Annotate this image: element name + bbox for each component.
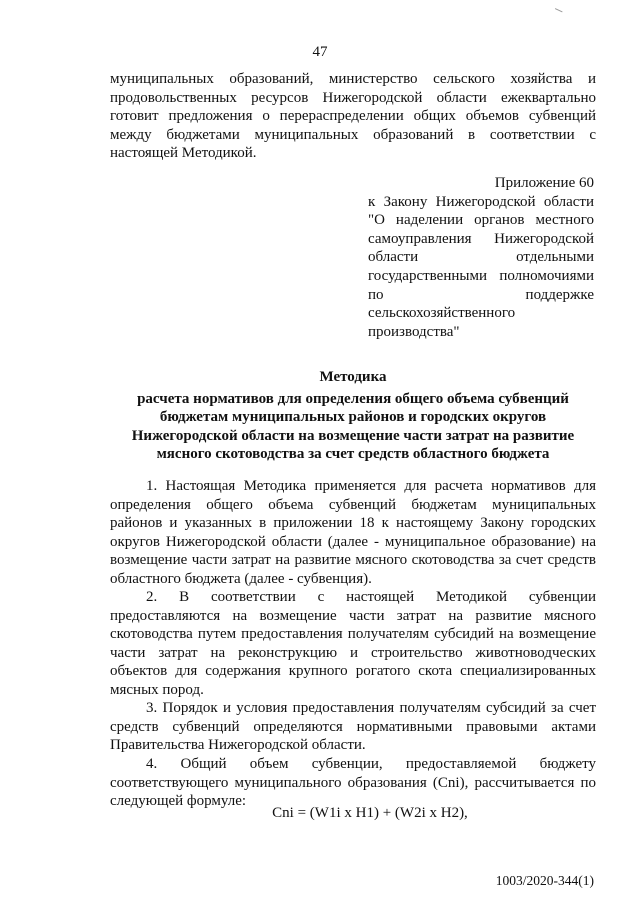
paragraph-line: 3. Порядок и условия предоставления получателям субсидий за счет — [146, 700, 596, 716]
appendix-line: по поддержке — [368, 286, 594, 303]
paragraph-line: округов Нижегородской области (далее - муниципальное образование) на — [110, 533, 596, 550]
method-title-line: Нижегородской области на возмещение части затрат на развитие — [131, 427, 575, 444]
paragraph-line: 1. Настоящая Методика применяется для расчета нормативов для — [146, 478, 596, 494]
formula: Cni = (W1i x H1) + (W2i x H2), — [272, 805, 468, 821]
appendix-line: самоуправления Нижегородской — [368, 230, 594, 247]
appendix-reference — [368, 174, 594, 341]
paragraph-1 — [110, 477, 596, 589]
paragraph-line: предоставляются на возмещение части затрат на развитие мясного — [110, 607, 596, 624]
appendix-line: области отдельными — [368, 249, 594, 266]
paragraph-4 — [110, 755, 596, 811]
method-title-line: Методика — [319, 369, 387, 385]
paragraph-2 — [110, 588, 596, 700]
appendix-title: Приложение 60 — [494, 175, 594, 191]
paragraph-line: Правительства Нижегородской области. — [110, 737, 366, 754]
appendix-line: сельскохозяйственного — [368, 305, 516, 322]
appendix-line: производства" — [368, 323, 460, 340]
paragraph-line: районов и указанных в приложении 18 к настоящему Закону городских — [110, 515, 596, 532]
appendix-line: к Закону Нижегородской области — [368, 193, 594, 210]
document-code: 1003/2020-344(1) — [495, 873, 594, 888]
paragraph-line: 2. В соответствии с настоящей Методикой субвенции — [146, 589, 596, 605]
paragraph-line: определения общего объема субвенций бюджетам муниципальных — [110, 496, 596, 513]
intro-line: настоящей Методикой. — [110, 145, 257, 162]
scan-mark — [555, 3, 565, 13]
paragraph-3 — [110, 699, 596, 755]
paragraph-line: средств субвенций определяются нормативными правовыми актами — [110, 718, 596, 735]
paragraph-line: возмещение части затрат на развитие мясного скотоводства за счет средств — [110, 552, 596, 569]
intro-line: готовит предложения о перераспределении общих объемов субвенций — [110, 108, 596, 125]
paragraph-line: следующей формуле: — [110, 793, 247, 810]
paragraph-line: скотоводства путем предоставления получателям субсидий на возмещение — [110, 626, 596, 643]
page-number: 47 — [312, 44, 328, 60]
paragraph-line: мясных пород. — [110, 681, 204, 698]
method-title-line: бюджетам муниципальных районов и городских округов — [159, 409, 547, 426]
intro-line: продовольственных ресурсов Нижегородской области ежеквартально — [110, 89, 596, 106]
intro-line: муниципальных образований, министерство сельского хозяйства и — [110, 71, 596, 87]
method-title — [110, 368, 596, 464]
paragraph-line: объектов для содержания крупного рогатого скота специализированных — [110, 663, 596, 680]
paragraph-line: 4. Общий объем субвенции, предоставляемой бюджету — [146, 756, 596, 772]
method-title-line: расчета нормативов для определения общего объема субвенций — [137, 390, 569, 407]
paragraph-line: областного бюджета (далее - субвенция). — [110, 570, 372, 587]
intro-paragraph — [110, 70, 596, 163]
paragraph-line: соответствующего муниципального образования (Cni), рассчитывается по — [110, 774, 596, 791]
appendix-line: государственными полномочиями — [368, 267, 594, 284]
appendix-line: "О наделении органов местного — [368, 212, 594, 229]
intro-line: между бюджетами муниципальных образований в соответствии с — [110, 126, 596, 143]
paragraph-line: части затрат на реконструкцию и строительство животноводческих — [110, 644, 596, 661]
method-title-line: мясного скотоводства за счет средств областного бюджета — [156, 446, 550, 463]
